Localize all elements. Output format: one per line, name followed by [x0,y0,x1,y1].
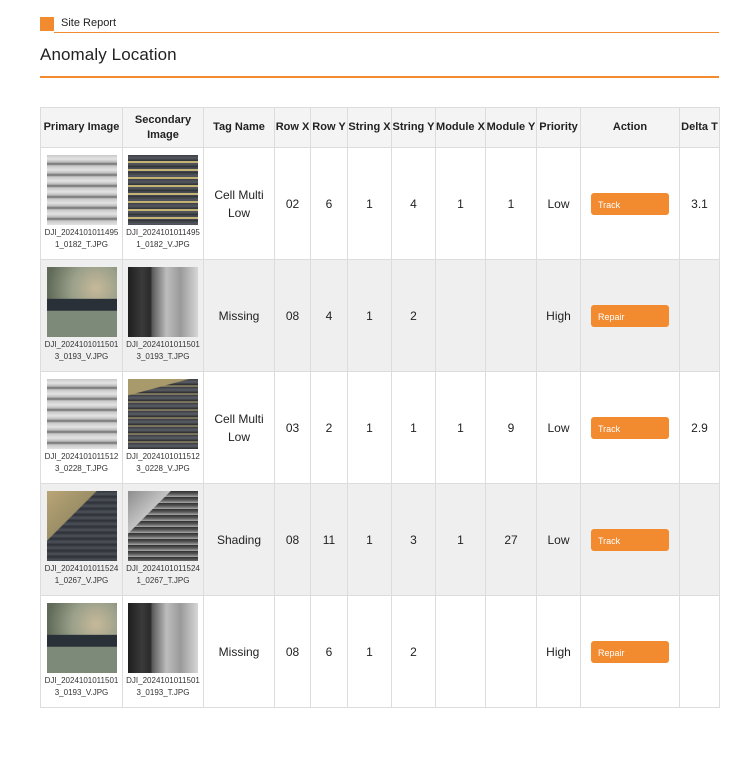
row-x-cell: 02 [275,148,311,260]
table-row [41,596,720,708]
string-y-cell: 2 [392,596,436,708]
priority-cell: High [537,596,581,708]
module-x-cell [436,260,486,372]
visual-site-image[interactable] [47,267,117,337]
row-y-cell: 2 [311,372,348,484]
col-header-module-x: Module X [436,108,486,148]
row-y-cell: 4 [311,260,348,372]
thermal-panels-image[interactable] [47,155,117,225]
priority-cell: Low [537,148,581,260]
thermal-site-image[interactable] [128,603,198,673]
repair-button[interactable]: Repair [591,641,669,663]
row-y-cell: 6 [311,148,348,260]
col-header-row-y: Row Y [311,108,348,148]
string-y-cell: 1 [392,372,436,484]
secondary-image-cell [123,484,204,596]
row-x-cell: 08 [275,484,311,596]
primary-image-filename: DJI_20241010115241_0267_V.JPG [44,564,119,585]
string-x-cell: 1 [348,260,392,372]
title-divider [40,76,719,78]
string-y-cell: 2 [392,260,436,372]
visual-shading-image[interactable] [47,491,117,561]
action-cell [581,148,680,260]
primary-image-cell [41,484,123,596]
table-row [41,484,720,596]
track-button[interactable]: Track [591,193,669,215]
module-y-cell [486,260,537,372]
secondary-image-filename: DJI_20241010115241_0267_T.JPG [126,564,200,585]
thermal-panels-image[interactable] [47,379,117,449]
secondary-image-cell [123,148,204,260]
tag-name-cell: Missing [204,260,275,372]
col-header-tag-name: Tag Name [204,108,275,148]
delta-t-cell [680,596,720,708]
row-x-cell: 08 [275,260,311,372]
priority-cell: Low [537,484,581,596]
string-x-cell: 1 [348,148,392,260]
thermal-site-image[interactable] [128,267,198,337]
row-y-cell: 11 [311,484,348,596]
col-header-delta-t: Delta T [680,108,720,148]
string-x-cell: 1 [348,484,392,596]
primary-image-cell [41,148,123,260]
col-header-string-x: String X [348,108,392,148]
string-x-cell: 1 [348,596,392,708]
visual-panels-image[interactable] [128,379,198,449]
thermal-shading-image[interactable] [128,491,198,561]
anomaly-table [40,107,720,708]
table-row [41,148,720,260]
col-header-priority: Priority [537,108,581,148]
primary-image-cell [41,260,123,372]
action-cell [581,372,680,484]
secondary-image-filename: DJI_20241010115013_0193_T.JPG [126,676,200,697]
col-header-row-x: Row X [275,108,311,148]
module-y-cell [486,596,537,708]
col-header-action: Action [581,108,680,148]
primary-image-filename: DJI_20241010115013_0193_V.JPG [44,676,119,697]
secondary-image-cell [123,596,204,708]
col-header-string-y: String Y [392,108,436,148]
secondary-image-cell [123,260,204,372]
module-y-cell: 27 [486,484,537,596]
action-cell [581,260,680,372]
module-x-cell: 1 [436,484,486,596]
module-y-cell: 1 [486,148,537,260]
track-button[interactable]: Track [591,417,669,439]
string-x-cell: 1 [348,372,392,484]
tag-name-cell: Cell Multi Low [204,372,275,484]
primary-image-filename: DJI_20241010115123_0228_T.JPG [44,452,119,473]
delta-t-cell [680,484,720,596]
row-x-cell: 08 [275,596,311,708]
module-y-cell: 9 [486,372,537,484]
table-row [41,260,720,372]
module-x-cell: 1 [436,148,486,260]
tag-name-cell: Cell Multi Low [204,148,275,260]
secondary-image-filename: DJI_20241010115123_0228_V.JPG [126,452,200,473]
header-divider [54,32,719,33]
delta-t-cell [680,260,720,372]
track-button[interactable]: Track [591,529,669,551]
module-x-cell [436,596,486,708]
secondary-image-cell [123,372,204,484]
primary-image-cell [41,372,123,484]
action-cell [581,596,680,708]
primary-image-filename: DJI_20241010114951_0182_T.JPG [44,228,119,249]
report-header-title: Site Report [61,17,117,29]
primary-image-cell [41,596,123,708]
table-header-row [41,108,720,148]
secondary-image-filename: DJI_20241010115013_0193_T.JPG [126,340,200,361]
delta-t-cell: 2.9 [680,372,720,484]
page-title: Anomaly Location [40,45,177,64]
delta-t-cell: 3.1 [680,148,720,260]
report-logo-square [40,17,54,31]
priority-cell: Low [537,372,581,484]
module-x-cell: 1 [436,372,486,484]
tag-name-cell: Missing [204,596,275,708]
string-y-cell: 3 [392,484,436,596]
table-row [41,372,720,484]
primary-image-filename: DJI_20241010115013_0193_V.JPG [44,340,119,361]
string-y-cell: 4 [392,148,436,260]
report-header [40,16,719,34]
repair-button[interactable]: Repair [591,305,669,327]
action-cell [581,484,680,596]
priority-cell: High [537,260,581,372]
row-y-cell: 6 [311,596,348,708]
secondary-image-filename: DJI_20241010114951_0182_V.JPG [126,228,200,249]
row-x-cell: 03 [275,372,311,484]
col-header-module-y: Module Y [486,108,537,148]
col-header-primary-image: Primary Image [41,108,123,148]
visual-panels-image[interactable] [128,155,198,225]
col-header-secondary-image: Secondary Image [123,108,204,148]
tag-name-cell: Shading [204,484,275,596]
visual-site-image[interactable] [47,603,117,673]
